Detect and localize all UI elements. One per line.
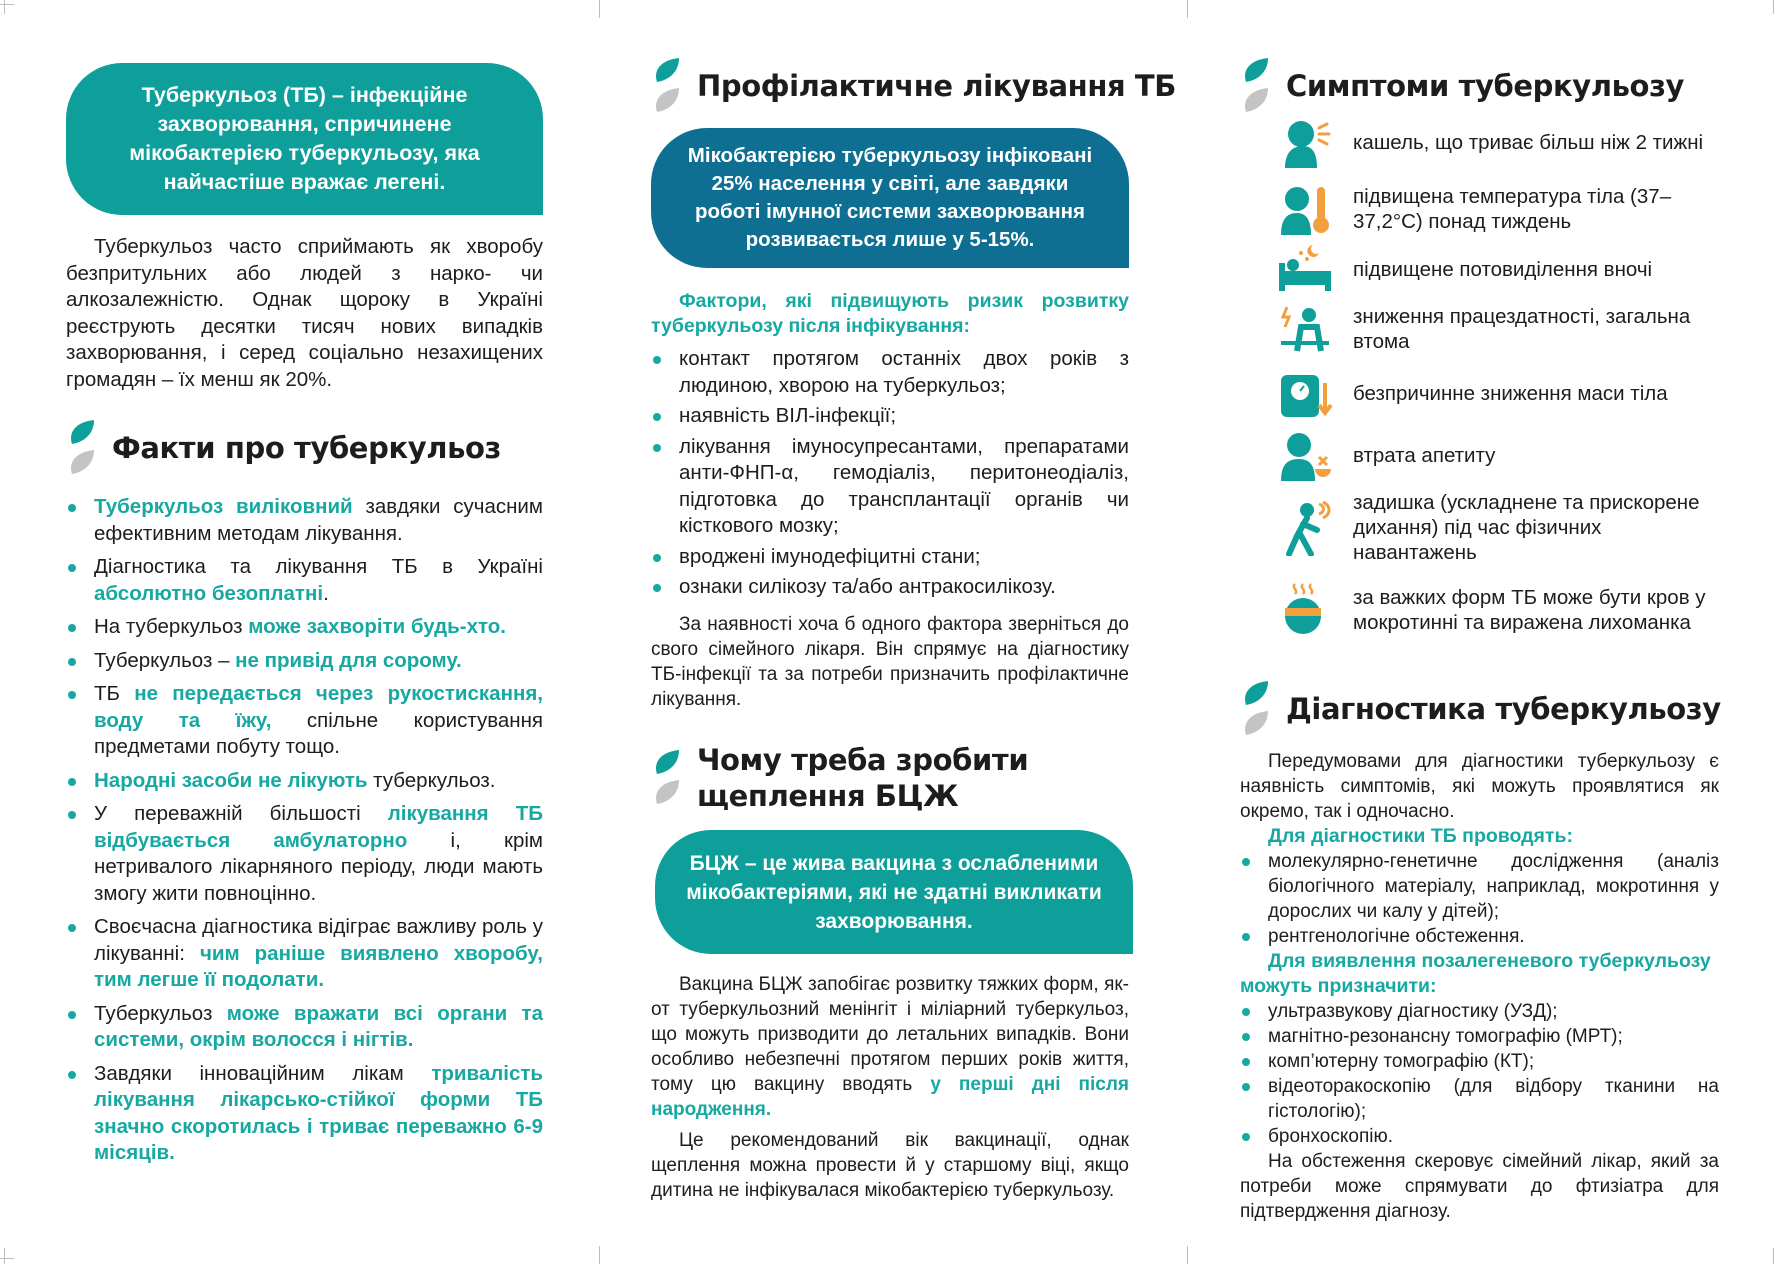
symptom-item bbox=[1277, 181, 1727, 237]
list-item: відеоторакоскопію (для відбору тканини на гістологію); bbox=[1240, 1074, 1719, 1124]
bcg-heading bbox=[651, 742, 1028, 814]
list-item bbox=[66, 648, 543, 675]
bcg-box bbox=[655, 830, 1133, 954]
symptom-text: за важких форм ТБ може бути кров у мокротинні та виражена лихоманка bbox=[1353, 586, 1706, 634]
fact-highlight: не привід для сорому. bbox=[235, 648, 462, 672]
prevention-box-text: Мікобактерією туберкульозу інфіковані 25% населення у світі, але завдяки роботі імунної системи захворювання розвивається лише у 5-15%. bbox=[687, 144, 1093, 251]
crop-mark bbox=[0, 1258, 14, 1259]
leaf-icon bbox=[651, 56, 681, 116]
symptom-text: безпричинне зниження маси тіла bbox=[1353, 381, 1668, 405]
cough-icon bbox=[1277, 114, 1333, 170]
facts-heading bbox=[66, 418, 501, 478]
risk-subheading: Фактори, які підвищують ризик розвитку туберкульозу після інфікування: bbox=[651, 290, 1129, 337]
bcg-paragraph-1-text: Вакцина БЦЖ запобігає розвитку тяжких форм, як-от туберкульозний менінгіт і міліарний туберкульоз, що можуть призводити до летальних випадків. Вони особливо небезпечні протягом перших років життя, тому цю вакцину вводять bbox=[651, 974, 1129, 1095]
bcg-title-line-2: щеплення БЦЖ bbox=[697, 779, 959, 813]
severe-fever-icon bbox=[1277, 582, 1333, 638]
fact-highlight: чим раніше виявлено хворобу, тим легше її подолати. bbox=[94, 941, 543, 991]
fact-text: Туберкульоз – bbox=[94, 648, 236, 672]
leaf-icon bbox=[66, 418, 96, 478]
list-item bbox=[66, 614, 543, 641]
diagnostics-paragraph: Передумовами для діагностики туберкульозу є наявність симптомів, які можуть проявлятися як окремо, так і одночасно. bbox=[1240, 751, 1719, 822]
weight-loss-icon bbox=[1277, 365, 1333, 421]
list-item: магнітно-резонансну томографію (МРТ); bbox=[1240, 1024, 1719, 1049]
fact-highlight: може захворіти будь-хто. bbox=[248, 615, 506, 638]
facts-list bbox=[66, 494, 543, 1174]
crop-mark bbox=[1187, 1246, 1188, 1264]
prevention-box bbox=[651, 128, 1129, 268]
symptom-item bbox=[1277, 241, 1727, 297]
symptoms-heading bbox=[1240, 56, 1684, 116]
symptom-text: підвищене потовиділення вночі bbox=[1353, 257, 1653, 281]
fact-text: . bbox=[323, 581, 329, 605]
fact-text: Своєчасна діагностика відіграє важливу роль у лікуванні: bbox=[94, 915, 543, 965]
fact-text: і, крім нетривалого лікарняного періоду, люди мають змогу жити повноцінно. bbox=[94, 828, 543, 905]
fact-highlight: Туберкульоз виліковний bbox=[94, 495, 353, 518]
fact-text: Туберкульоз bbox=[94, 1001, 227, 1025]
symptom-item bbox=[1277, 427, 1727, 483]
list-item: ультразвукову діагностику (УЗД); bbox=[1240, 999, 1719, 1024]
list-item bbox=[66, 768, 543, 795]
fact-text: ТБ bbox=[94, 682, 135, 705]
list-item bbox=[66, 494, 543, 547]
fact-text: Діагностика та лікування ТБ в Україні bbox=[94, 555, 543, 578]
crop-mark bbox=[0, 4, 14, 5]
fact-text: На туберкульоз bbox=[94, 615, 249, 638]
bcg-box-text: БЦЖ – це жива вакцина з ослабленими мікобактеріями, які не здатні викликати захворювання. bbox=[686, 851, 1102, 933]
crop-mark bbox=[4, 1248, 5, 1264]
list-item bbox=[66, 681, 543, 761]
leaf-icon bbox=[651, 748, 681, 808]
night-sweat-icon bbox=[1277, 241, 1333, 297]
list-item: ознаки силікозу та/або антракосилікозу. bbox=[651, 574, 1129, 601]
intro-box-text: Туберкульоз (ТБ) – інфекційне захворювання, спричинене мікобактерією туберкульозу, яка найчастіше вражає легені. bbox=[129, 83, 480, 194]
prevention-title: Профілактичне лікування ТБ bbox=[697, 69, 1176, 103]
fact-highlight: тривалість лікування лікарсько-стійкої форми ТБ значно скоротилась і триває переважно 6-9 місяців. bbox=[94, 1061, 543, 1164]
bcg-title-line-1: Чому треба зробити bbox=[697, 743, 1029, 777]
list-item bbox=[66, 1001, 543, 1054]
list-item bbox=[66, 801, 543, 907]
diagnostics-subheading-1: Для діагностики ТБ проводять: bbox=[1268, 825, 1573, 847]
crop-mark bbox=[1773, 1248, 1774, 1264]
symptom-text: задишка (ускладнене та прискорене дихання) під час фізичних навантажень bbox=[1353, 491, 1700, 564]
symptom-text: кашель, що триває більш ніж 2 тижні bbox=[1353, 130, 1704, 154]
list-item: лікування імуносупресантами, препаратами анти-ФНП-α, гемодіаліз, перитонеодіаліз, підготовка до трансплантації органів чи кісткового мозку; bbox=[651, 434, 1129, 540]
leaf-icon bbox=[1240, 679, 1270, 739]
list-item: комп’ютерну томографію (КТ); bbox=[1240, 1049, 1719, 1074]
symptom-item bbox=[1277, 365, 1727, 421]
fact-text: Завдяки інноваційним лікам bbox=[94, 1061, 432, 1085]
symptoms-title: Симптоми туберкульозу bbox=[1286, 69, 1685, 103]
fact-highlight: лікування ТБ відбувається амбулаторно bbox=[94, 802, 543, 852]
symptom-text: втрата апетиту bbox=[1353, 443, 1496, 467]
diagnostics-list-2 bbox=[1240, 999, 1719, 1149]
fact-text: У переважній більшості bbox=[94, 802, 388, 825]
list-item: вроджені імунодефіцитні стани; bbox=[651, 544, 1129, 571]
list-item: молекулярно-генетичне дослідження (аналіз біологічного матеріалу, наприклад, мокротиння у дорослих чи калу у дітей); bbox=[1240, 849, 1719, 924]
symptom-text: зниження працездатності, загальна втома bbox=[1353, 305, 1691, 353]
crop-mark bbox=[599, 1246, 600, 1264]
list-item bbox=[66, 554, 543, 607]
intro-paragraph: Туберкульоз часто сприймають як хворобу безпритульних або людей з нарко- чи алкозалежністю. Однак щороку в Україні реєструють десятки тисяч нових випадків захворювання, і серед соціально незахищених громадян – їх менш як 20%. bbox=[66, 235, 543, 391]
fact-highlight: Народні засоби не лікують bbox=[94, 768, 368, 792]
list-item: наявність ВІЛ-інфекції; bbox=[651, 403, 1129, 430]
list-item: рентгенологічне обстеження. bbox=[1240, 924, 1719, 949]
crop-mark bbox=[1187, 0, 1188, 18]
diagnostics-subheading-2: Для виявлення позалегеневого туберкульозу можуть призначити: bbox=[1240, 950, 1711, 997]
appetite-loss-icon bbox=[1277, 427, 1333, 483]
facts-title: Факти про туберкульоз bbox=[112, 431, 501, 465]
fact-highlight: не передається через рукостискання, воду та їжу, bbox=[94, 682, 544, 732]
leaf-icon bbox=[1240, 56, 1270, 116]
diagnostics-heading bbox=[1240, 679, 1721, 739]
fact-highlight: може вражати всі органи та системи, окрім волосся і нігтів. bbox=[94, 1001, 543, 1051]
symptom-text: підвищена температура тіла (37–37,2°С) понад тиждень bbox=[1353, 185, 1672, 233]
bcg-title bbox=[697, 742, 1028, 814]
fatigue-icon bbox=[1277, 301, 1333, 357]
fact-text: туберкульоз. bbox=[367, 768, 496, 792]
prevention-heading bbox=[651, 56, 1176, 116]
fact-text: завдяки сучасним ефективним методам лікування. bbox=[94, 495, 543, 545]
symptom-item bbox=[1277, 490, 1727, 565]
list-item bbox=[66, 914, 543, 994]
risk-paragraph: За наявності хоча б одного фактора зверніться до свого сімейного лікаря. Він спрямує на діагностику ТБ-інфекції та за потреби призначить профілактичне лікування. bbox=[651, 614, 1129, 710]
fact-text: спільне користування предметами побуту тощо. bbox=[94, 708, 543, 758]
intro-box bbox=[66, 63, 543, 215]
dyspnea-icon bbox=[1277, 500, 1333, 556]
bcg-paragraph-1 bbox=[651, 972, 1129, 1122]
fact-highlight: абсолютно безоплатні bbox=[94, 581, 324, 605]
fever-icon bbox=[1277, 181, 1333, 237]
symptom-item bbox=[1277, 301, 1727, 357]
crop-mark bbox=[599, 0, 600, 18]
diagnostics-paragraph-2: На обстеження скеровує сімейний лікар, який за потреби може спрямувати до фтизіатра для підтвердження діагнозу. bbox=[1240, 1151, 1719, 1222]
risk-list bbox=[651, 346, 1129, 601]
diagnostics-list-1 bbox=[1240, 849, 1719, 949]
list-item bbox=[66, 1061, 543, 1167]
diagnostics-title: Діагностика туберкульозу bbox=[1286, 692, 1721, 726]
crop-mark bbox=[1773, 0, 1774, 14]
bcg-paragraph-2: Це рекомендований вік вакцинації, однак щеплення можна провести й у старшому віці, якщо дитина не інфікувалася мікобактерією туберкульозу. bbox=[651, 1130, 1129, 1201]
list-item: контакт протягом останніх двох років з людиною, хворою на туберкульоз; bbox=[651, 346, 1129, 399]
symptom-item bbox=[1277, 114, 1727, 170]
crop-mark bbox=[4, 0, 5, 14]
list-item: бронхоскопію. bbox=[1240, 1124, 1719, 1149]
bcg-paragraph-1-highlight: у перші дні після народження. bbox=[651, 1074, 1129, 1120]
symptom-item bbox=[1277, 582, 1727, 638]
